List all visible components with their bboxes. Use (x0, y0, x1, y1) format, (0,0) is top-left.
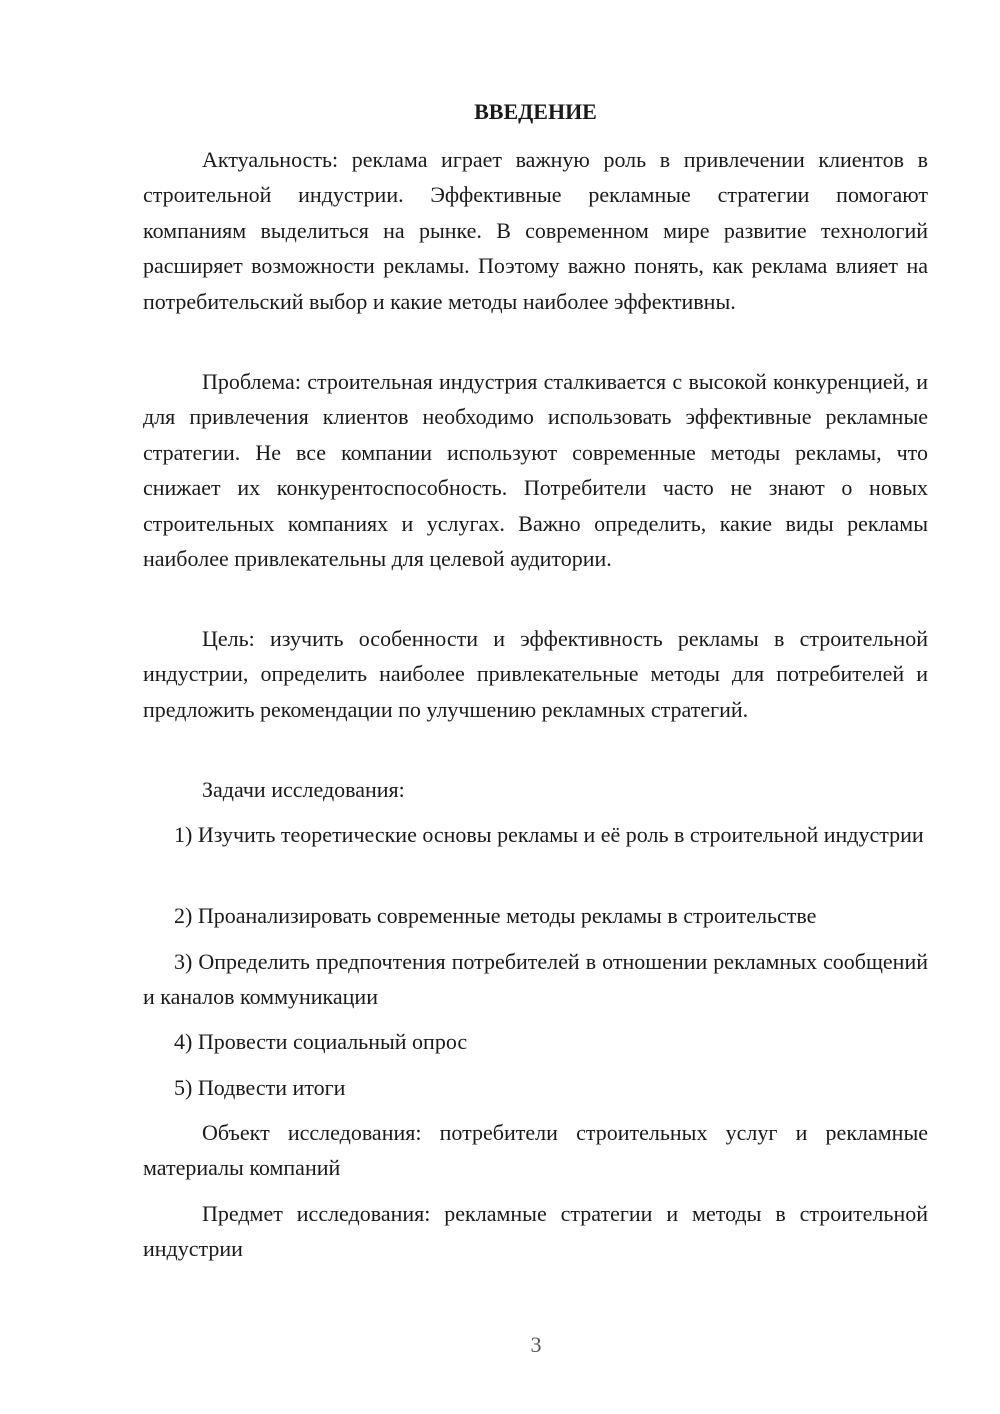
goal-paragraph: Цель: изучить особенности и эффективность рекламы в строительной индустрии, определить наиболее привлекательные методы для потребителей и предложить рекомендации по улучшению рекламных стратегий. (143, 626, 928, 722)
page-number: 3 (530, 1332, 542, 1357)
task-item-2: 2) Проанализировать современные методы рекламы в строительстве (174, 903, 817, 928)
research-subject-paragraph: Предмет исследования: рекламные стратегии и методы в строительной индустрии (143, 1201, 928, 1262)
task-item-4: 4) Провести социальный опрос (174, 1029, 468, 1054)
research-object-paragraph: Объект исследования: потребители строительных услуг и рекламные материалы компаний (143, 1120, 928, 1181)
task-item-1: 1) Изучить теоретические основы рекламы и её роль в строительной индустрии (174, 822, 924, 847)
task-item-3: 3) Определить предпочтения потребителей в отношении рекламных сообщений и каналов коммуникации (143, 949, 928, 1010)
relevance-paragraph: Актуальность: реклама играет важную роль в привлечении клиентов в строительной индустрии. Эффективные рекламные стратегии помогают компаниям выделиться на рынке. В современном мире развитие технологий расширяет возможности рекламы. Поэтому важно понять, как реклама влияет на потребительский выбор и какие методы наиболее эффективны. (143, 147, 928, 314)
problem-paragraph: Проблема: строительная индустрия сталкивается с высокой конкуренцией, и для привлечения клиентов необходимо использовать эффективные рекламные стратегии. Не все компании используют современные методы рекламы, что снижает их конкурентоспособность. Потребители часто не знают о новых строительных компаниях и услугах. Важно определить, какие виды рекламы наиболее привлекательны для целевой аудитории. (143, 369, 928, 572)
task-item-5: 5) Подвести итоги (174, 1075, 346, 1100)
page-title: ВВЕДЕНИЕ (474, 99, 597, 124)
tasks-heading: Задачи исследования: (202, 777, 405, 802)
